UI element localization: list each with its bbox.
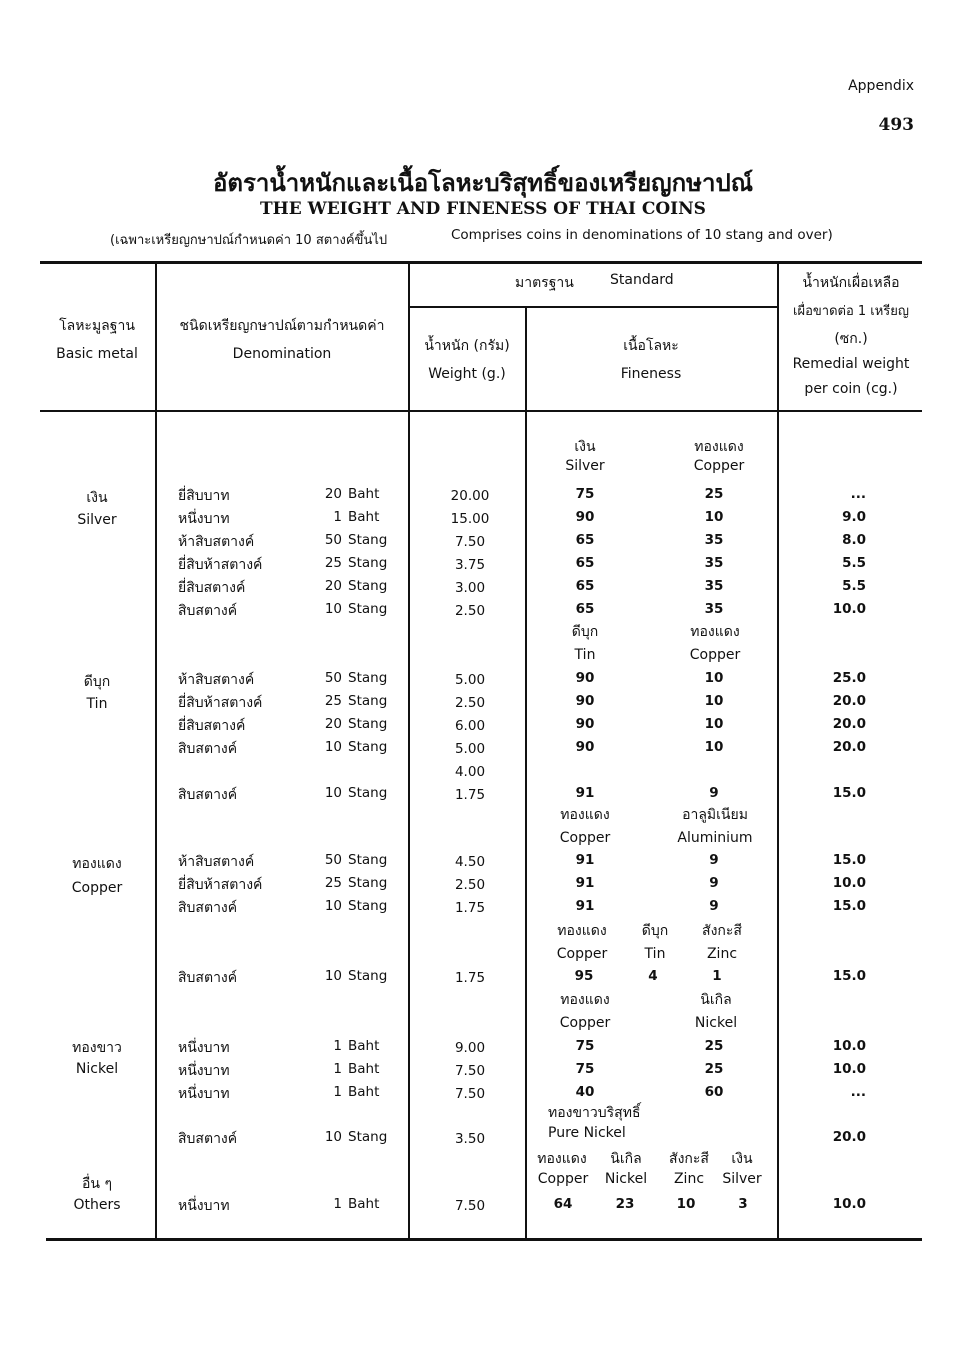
fineness-value: 10 <box>676 1196 696 1212</box>
metal-label-en: Tin <box>86 696 108 712</box>
fineness-value: 35 <box>704 532 724 548</box>
fineness-value: 91 <box>575 785 595 801</box>
fineness-value: 65 <box>575 601 595 617</box>
weight-value: 1.75 <box>454 900 486 916</box>
fineness-value: 90 <box>575 670 595 686</box>
alloy-label-th: ทองแดง <box>694 439 744 455</box>
alloy-label-th: เงิน <box>731 1151 753 1167</box>
fineness-value: 75 <box>575 486 595 502</box>
denomination-unit: Stang <box>348 852 388 868</box>
denomination-unit: Baht <box>348 1061 380 1077</box>
remedial-value: 10.0 <box>832 1061 866 1077</box>
weight-value: 3.50 <box>454 1131 486 1147</box>
weight-value: 7.50 <box>454 1086 486 1102</box>
remedial-value: 20.0 <box>832 1129 866 1145</box>
alloy-label-th: เงิน <box>574 439 596 455</box>
header-remedial-th-3: (ซก.) <box>834 331 868 347</box>
metal-label-en: Others <box>73 1197 121 1213</box>
subtitle-english: Comprises coins in denominations of 10 stang and over) <box>451 227 833 243</box>
fineness-value: 10 <box>704 670 724 686</box>
alloy-label-en: Zinc <box>706 946 738 962</box>
denomination-unit: Stang <box>348 1129 388 1145</box>
alloy-label-en: Nickel <box>694 1015 738 1031</box>
metal-label-th: เงิน <box>86 490 108 506</box>
denomination-unit: Stang <box>348 532 388 548</box>
weight-value: 2.50 <box>454 603 486 619</box>
remedial-value: 5.5 <box>842 555 866 571</box>
denomination-value: 25 <box>324 555 342 571</box>
denomination-thai: ยี่สิบห้าสตางค์ <box>178 695 263 711</box>
standard-sub-rule <box>409 306 778 308</box>
title-english: THE WEIGHT AND FINENESS OF THAI COINS <box>260 199 706 219</box>
fineness-value: 90 <box>575 509 595 525</box>
denomination-unit: Baht <box>348 1038 380 1054</box>
fineness-value: 1 <box>712 968 722 984</box>
remedial-value: 10.0 <box>832 1196 866 1212</box>
denomination-unit: Baht <box>348 486 380 502</box>
weight-value: 9.00 <box>454 1040 486 1056</box>
denomination-thai: ยี่สิบห้าสตางค์ <box>178 877 263 893</box>
fineness-value: 91 <box>575 875 595 891</box>
alloy-label-th: ทองแดง <box>690 624 740 640</box>
remedial-value: ... <box>850 486 866 502</box>
denomination-unit: Stang <box>348 601 388 617</box>
fineness-value: 9 <box>709 852 719 868</box>
alloy-label-en: Nickel <box>604 1171 648 1187</box>
denomination-value: 25 <box>324 875 342 891</box>
header-remedial-en-1: Remedial weight <box>792 356 910 372</box>
remedial-value: 5.5 <box>842 578 866 594</box>
alloy-label-en: Copper <box>559 830 611 846</box>
table-bottom-rule <box>46 1238 922 1241</box>
denomination-value: 1 <box>333 1196 342 1212</box>
denomination-value: 50 <box>324 670 342 686</box>
denomination-unit: Stang <box>348 670 388 686</box>
alloy-label-en: Copper <box>693 458 745 474</box>
remedial-value: 15.0 <box>832 968 866 984</box>
weight-value: 3.75 <box>454 557 486 573</box>
metal-label-en: Copper <box>71 880 123 896</box>
remedial-value: 9.0 <box>842 509 866 525</box>
appendix-label: Appendix <box>848 78 914 94</box>
remedial-value: 20.0 <box>832 739 866 755</box>
fineness-value: 10 <box>704 693 724 709</box>
header-standard-en: Standard <box>610 272 674 288</box>
denomination-thai: ยี่สิบสตางค์ <box>178 718 246 734</box>
fineness-value: 90 <box>575 716 595 732</box>
weight-value: 1.75 <box>454 787 486 803</box>
remedial-value: 15.0 <box>832 852 866 868</box>
weight-value: 2.50 <box>454 877 486 893</box>
denomination-value: 1 <box>333 1038 342 1054</box>
fineness-value: 10 <box>704 739 724 755</box>
denomination-unit: Stang <box>348 578 388 594</box>
denomination-thai: สิบสตางค์ <box>178 787 238 803</box>
denomination-unit: Stang <box>348 739 388 755</box>
subtitle-thai: (เฉพาะเหรียญกษาปณ์กำหนดค่า 10 สตางค์ขึ้นไป <box>110 233 388 248</box>
fineness-value: 9 <box>709 898 719 914</box>
alloy-label-th: ดีบุก <box>571 624 599 640</box>
fineness-value: 25 <box>704 1038 724 1054</box>
denomination-unit: Baht <box>348 1084 380 1100</box>
alloy-label-en: Zinc <box>673 1171 705 1187</box>
remedial-value: 20.0 <box>832 693 866 709</box>
remedial-value: 15.0 <box>832 785 866 801</box>
metal-label-en: Nickel <box>75 1061 119 1077</box>
header-basic-metal-th: โลหะมูลฐาน <box>59 318 135 334</box>
denomination-value: 1 <box>333 509 342 525</box>
denomination-thai: หนึ่งบาท <box>178 1086 230 1102</box>
remedial-value: ... <box>850 1084 866 1100</box>
denomination-thai: ยี่สิบบาท <box>178 488 230 504</box>
denomination-value: 1 <box>333 1061 342 1077</box>
alloy-label-th: นิเกิล <box>700 992 732 1008</box>
denomination-unit: Baht <box>348 1196 380 1212</box>
column-divider <box>155 263 157 1238</box>
denomination-thai: ห้าสิบสตางค์ <box>178 534 255 550</box>
denomination-thai: หนึ่งบาท <box>178 511 230 527</box>
header-remedial-th-1: น้ำหนักเผื่อเหลือ <box>802 275 900 291</box>
alloy-label-th: สังกะสี <box>669 1151 709 1167</box>
fineness-value: 35 <box>704 601 724 617</box>
weight-value: 7.50 <box>454 534 486 550</box>
weight-value: 2.50 <box>454 695 486 711</box>
denomination-unit: Stang <box>348 898 388 914</box>
denomination-value: 25 <box>324 693 342 709</box>
fineness-value: 91 <box>575 852 595 868</box>
weight-value: 7.50 <box>454 1198 486 1214</box>
alloy-label-th: ดีบุก <box>641 923 669 939</box>
header-remedial-th-2: เผื่อขาดต่อ 1 เหรียญ <box>793 304 909 319</box>
alloy-label-en: Silver <box>722 1171 762 1187</box>
weight-value: 4.00 <box>454 764 486 780</box>
denomination-unit: Stang <box>348 875 388 891</box>
denomination-unit: Stang <box>348 716 388 732</box>
header-weight-th: น้ำหนัก (กรัม) <box>424 338 510 354</box>
header-fineness-en: Fineness <box>620 366 682 382</box>
weight-value: 5.00 <box>454 672 486 688</box>
column-divider <box>525 307 527 1238</box>
denomination-unit: Stang <box>348 555 388 571</box>
metal-label-th: ทองขาว <box>72 1040 122 1056</box>
denomination-thai: สิบสตางค์ <box>178 900 238 916</box>
alloy-label-en: Silver <box>565 458 605 474</box>
fineness-value: 25 <box>704 1061 724 1077</box>
fineness-value: 10 <box>704 716 724 732</box>
weight-value: 6.00 <box>454 718 486 734</box>
metal-label-th: ดีบุก <box>83 674 111 690</box>
denomination-value: 10 <box>324 968 342 984</box>
denomination-value: 10 <box>324 1129 342 1145</box>
weight-value: 4.50 <box>454 854 486 870</box>
denomination-unit: Stang <box>348 968 388 984</box>
alloy-label-en: Tin <box>644 946 666 962</box>
fineness-value: 3 <box>738 1196 748 1212</box>
denomination-thai: ห้าสิบสตางค์ <box>178 854 255 870</box>
denomination-thai: หนึ่งบาท <box>178 1063 230 1079</box>
remedial-value: 25.0 <box>832 670 866 686</box>
fineness-value: 35 <box>704 555 724 571</box>
header-denomination-th: ชนิดเหรียญกษาปณ์ตามกำหนดค่า <box>179 318 385 334</box>
page-number: 493 <box>878 115 914 135</box>
denomination-thai: สิบสตางค์ <box>178 970 238 986</box>
fineness-value: 9 <box>709 875 719 891</box>
header-denomination-en: Denomination <box>232 346 332 362</box>
fineness-value: 25 <box>704 486 724 502</box>
denomination-thai: หนึ่งบาท <box>178 1198 230 1214</box>
remedial-value: 10.0 <box>832 1038 866 1054</box>
denomination-thai: สิบสตางค์ <box>178 1131 238 1147</box>
denomination-thai: สิบสตางค์ <box>178 741 238 757</box>
title-thai: อัตราน้ำหนักและเนื้อโลหะบริสุทธิ์ของเหรียญกษาปณ์ <box>213 168 753 197</box>
alloy-label-th: ทองแดง <box>560 992 610 1008</box>
alloy-label-th: ทองแดง <box>537 1151 587 1167</box>
fineness-value: 65 <box>575 578 595 594</box>
alloy-label-th: ทองแดง <box>560 807 610 823</box>
remedial-value: 10.0 <box>832 875 866 891</box>
denomination-value: 20 <box>324 578 342 594</box>
denomination-thai: สิบสตางค์ <box>178 603 238 619</box>
fineness-value: 35 <box>704 578 724 594</box>
fineness-value: 75 <box>575 1061 595 1077</box>
alloy-label-th: นิเกิล <box>610 1151 642 1167</box>
alloy-label-en: Aluminium <box>677 830 753 846</box>
alloy-label-en: Pure Nickel <box>548 1125 626 1141</box>
alloy-label-en: Copper <box>689 647 741 663</box>
remedial-value: 8.0 <box>842 532 866 548</box>
fineness-value: 90 <box>575 739 595 755</box>
header-basic-metal-en: Basic metal <box>56 346 138 362</box>
weight-value: 7.50 <box>454 1063 486 1079</box>
weight-value: 15.00 <box>450 511 490 527</box>
fineness-value: 9 <box>709 785 719 801</box>
fineness-value: 23 <box>615 1196 635 1212</box>
alloy-label-th: สังกะสี <box>702 923 742 939</box>
fineness-value: 4 <box>648 968 658 984</box>
denomination-thai: หนึ่งบาท <box>178 1040 230 1056</box>
metal-label-th: ทองแดง <box>72 856 122 872</box>
denomination-value: 50 <box>324 852 342 868</box>
alloy-label-th: ทองขาวบริสุทธิ์ <box>548 1105 641 1121</box>
denomination-value: 10 <box>324 785 342 801</box>
fineness-value: 60 <box>704 1084 724 1100</box>
denomination-value: 20 <box>324 716 342 732</box>
denomination-unit: Stang <box>348 693 388 709</box>
metal-label-en: Silver <box>77 512 117 528</box>
header-standard-th: มาตรฐาน <box>515 275 574 291</box>
fineness-value: 95 <box>574 968 594 984</box>
remedial-value: 20.0 <box>832 716 866 732</box>
alloy-label-en: Copper <box>559 1015 611 1031</box>
weight-value: 1.75 <box>454 970 486 986</box>
column-divider <box>777 263 779 1238</box>
fineness-value: 75 <box>575 1038 595 1054</box>
header-bottom-rule <box>40 410 922 412</box>
alloy-label-en: Copper <box>537 1171 589 1187</box>
metal-label-th: อื่น ๆ <box>82 1176 112 1192</box>
denomination-thai: ยี่สิบห้าสตางค์ <box>178 557 263 573</box>
denomination-thai: ห้าสิบสตางค์ <box>178 672 255 688</box>
denomination-value: 1 <box>333 1084 342 1100</box>
alloy-label-th: อาลูมิเนียม <box>682 807 748 823</box>
denomination-value: 10 <box>324 601 342 617</box>
alloy-label-en: Copper <box>556 946 608 962</box>
weight-value: 3.00 <box>454 580 486 596</box>
denomination-unit: Baht <box>348 509 380 525</box>
column-divider <box>408 263 410 1238</box>
denomination-unit: Stang <box>348 785 388 801</box>
fineness-value: 65 <box>575 532 595 548</box>
remedial-value: 10.0 <box>832 601 866 617</box>
header-weight-en: Weight (g.) <box>428 366 506 382</box>
denomination-value: 10 <box>324 898 342 914</box>
fineness-value: 91 <box>575 898 595 914</box>
fineness-value: 65 <box>575 555 595 571</box>
header-fineness-th: เนื้อโลหะ <box>623 338 679 354</box>
alloy-label-th: ทองแดง <box>557 923 607 939</box>
fineness-value: 64 <box>553 1196 573 1212</box>
denomination-value: 20 <box>324 486 342 502</box>
denomination-value: 50 <box>324 532 342 548</box>
fineness-value: 40 <box>575 1084 595 1100</box>
alloy-label-en: Tin <box>574 647 596 663</box>
fineness-value: 10 <box>704 509 724 525</box>
remedial-value: 15.0 <box>832 898 866 914</box>
denomination-value: 10 <box>324 739 342 755</box>
fineness-value: 90 <box>575 693 595 709</box>
weight-value: 5.00 <box>454 741 486 757</box>
table-top-rule <box>40 261 922 264</box>
denomination-thai: ยี่สิบสตางค์ <box>178 580 246 596</box>
header-remedial-en-2: per coin (cg.) <box>804 381 898 397</box>
weight-value: 20.00 <box>450 488 490 504</box>
